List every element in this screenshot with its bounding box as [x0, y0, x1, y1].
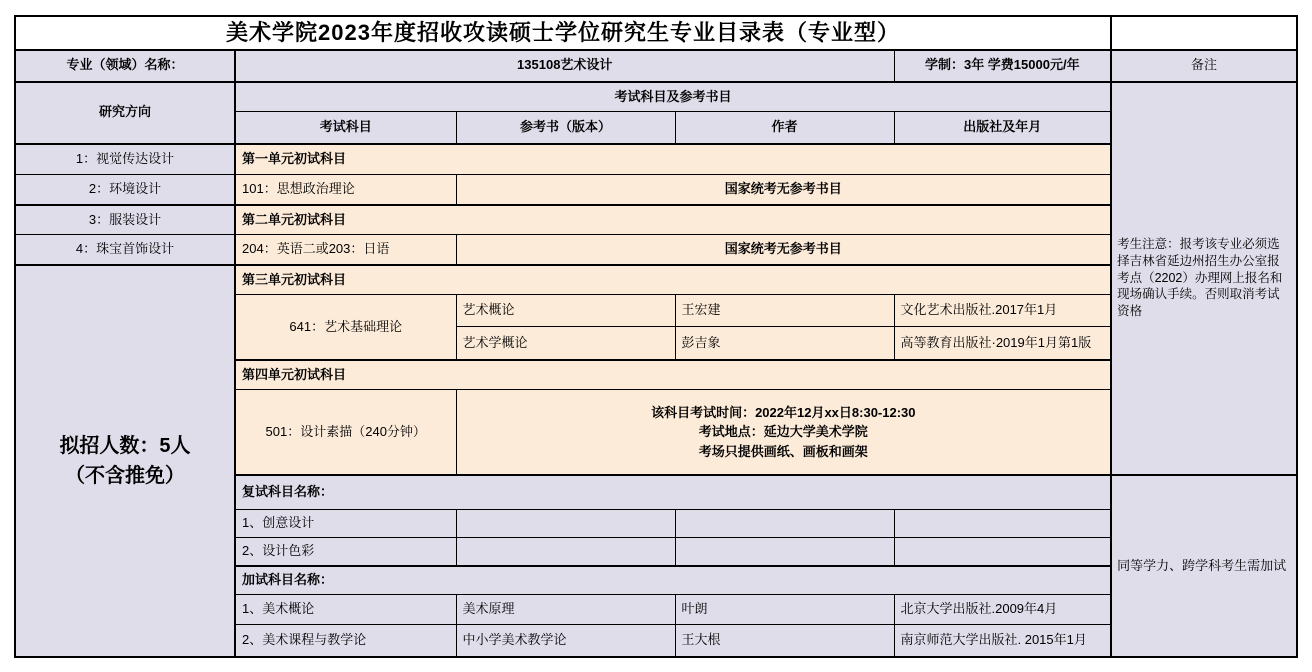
exam-location-line: 考试地点：延边大学美术学院 [698, 424, 868, 439]
additional-book: 美术原理 [456, 595, 675, 625]
direction-item: 2：环境设计 [15, 175, 235, 205]
direction-item: 4：珠宝首饰设计 [15, 235, 235, 265]
header-publisher: 出版社及年月 [894, 112, 1111, 144]
exam-time-line: 该科目考试时间：2022年12月xx日8:30-12:30 [651, 404, 916, 420]
unit3-book-title: 艺术概论 [456, 295, 675, 327]
enrollment-line1: 拟招人数：5人 [59, 434, 191, 457]
additional-publisher: 南京师范大学出版社. 2015年1月 [894, 625, 1111, 657]
additional-book: 中小学美术教学论 [456, 625, 675, 657]
empty-cell [1111, 16, 1297, 50]
unit3-label: 第三单元初试科目 [235, 265, 1111, 295]
unit1-label: 第一单元初试科目 [235, 144, 1111, 175]
header-author: 作者 [675, 112, 894, 144]
additional-publisher: 北京大学出版社.2009年4月 [894, 595, 1111, 625]
enrollment-line2: （不含推免） [65, 464, 185, 487]
additional-test-label: 加试科目名称： [235, 566, 1111, 595]
header-reference-book: 参考书（版本） [456, 112, 675, 144]
header-exam-subject: 考试科目 [235, 112, 456, 144]
empty-cell [894, 538, 1111, 566]
admissions-catalog-table [14, 15, 1298, 658]
retest-label: 复试科目名称： [235, 475, 1111, 510]
unit3-book-author: 彭吉象 [675, 327, 894, 360]
remark-header: 备注 [1111, 50, 1297, 82]
profession-value: 135108艺术设计 [235, 50, 894, 82]
unit3-book-publisher: 高等教育出版社·2019年1月第1版 [894, 327, 1111, 360]
duration-fee: 学制：3年 学费15000元/年 [894, 50, 1111, 82]
direction-item: 1：视觉传达设计 [15, 144, 235, 175]
empty-cell [456, 510, 675, 538]
unit1-note: 国家统考无参考书目 [456, 175, 1111, 205]
header-research-direction: 研究方向 [15, 82, 235, 144]
header-exam-and-refs: 考试科目及参考书目 [235, 82, 1111, 112]
additional-subject: 1、美术概论 [235, 595, 456, 625]
additional-author: 叶朗 [675, 595, 894, 625]
remark-additional-test-note: 同等学力、跨学科考生需加试 [1111, 475, 1297, 657]
unit3-subject: 641：艺术基础理论 [235, 295, 456, 360]
empty-cell [675, 538, 894, 566]
additional-subject: 2、美术课程与教学论 [235, 625, 456, 657]
unit3-book-publisher: 文化艺术出版社.2017年1月 [894, 295, 1111, 327]
unit3-book-author: 王宏建 [675, 295, 894, 327]
empty-cell [675, 510, 894, 538]
profession-label: 专业（领域）名称： [15, 50, 235, 82]
unit2-subject: 204：英语二或203：日语 [235, 235, 456, 265]
unit2-label: 第二单元初试科目 [235, 205, 1111, 235]
remark-registration-note: 考生注意：报考该专业必须选择吉林省延边州招生办公室报考点（2202）办理网上报名和现场确认手续。否则取消考试资格 [1111, 82, 1297, 475]
unit2-note: 国家统考无参考书目 [456, 235, 1111, 265]
retest-item: 1、创意设计 [235, 510, 456, 538]
enrollment-count [15, 265, 235, 657]
page-title: 美术学院2023年度招收攻读硕士学位研究生专业目录表（专业型） [15, 16, 1111, 50]
unit1-subject: 101：思想政治理论 [235, 175, 456, 205]
empty-cell [456, 538, 675, 566]
direction-item: 3：服装设计 [15, 205, 235, 235]
unit3-book-title: 艺术学概论 [456, 327, 675, 360]
unit4-subject: 501：设计素描（240分钟） [235, 390, 456, 475]
unit4-exam-notes [456, 390, 1111, 475]
empty-cell [894, 510, 1111, 538]
retest-item: 2、设计色彩 [235, 538, 456, 566]
unit4-label: 第四单元初试科目 [235, 360, 1111, 390]
additional-author: 王大根 [675, 625, 894, 657]
exam-supplies-line: 考场只提供画纸、画板和画架 [698, 443, 868, 459]
